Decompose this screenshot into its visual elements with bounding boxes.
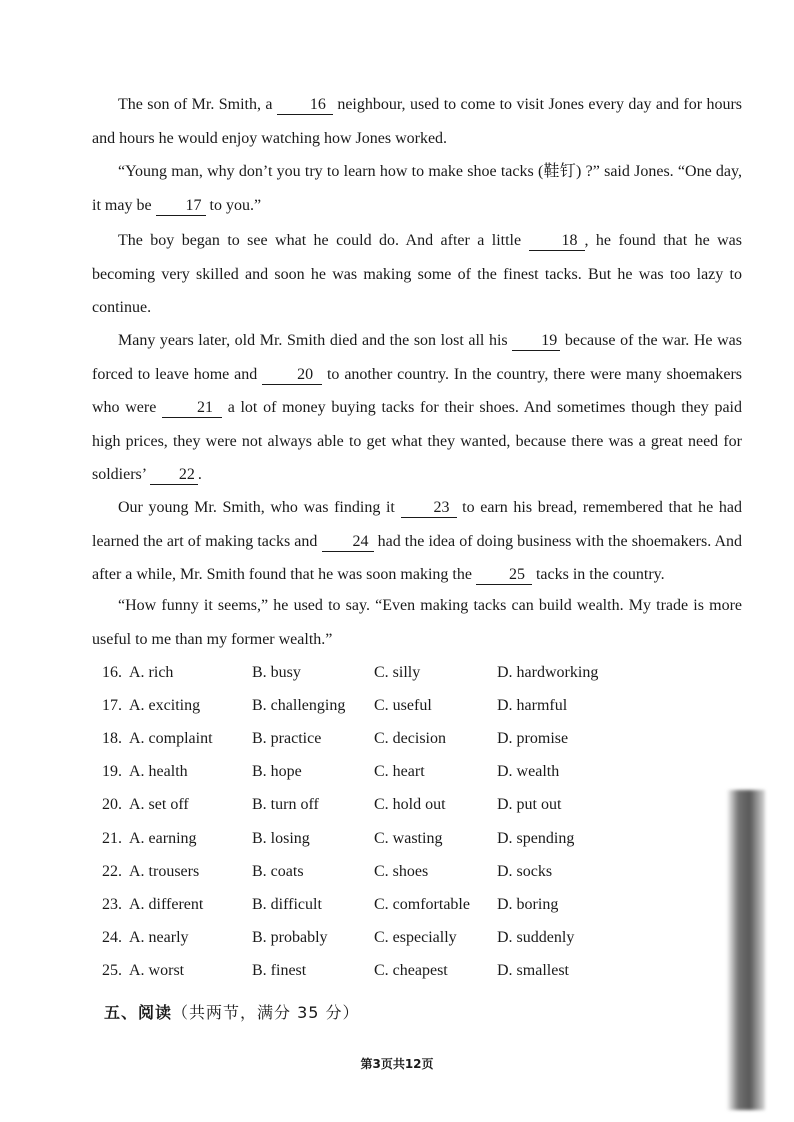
option-a: A. complaint <box>129 729 213 747</box>
question-number: 22. <box>102 862 122 880</box>
section-title: 五、阅读 <box>104 1003 173 1022</box>
option-d: D. harmful <box>497 696 568 714</box>
question-number: 18. <box>102 729 122 747</box>
question-number: 25. <box>102 962 122 980</box>
option-row-18 <box>102 722 662 755</box>
question-number: 16. <box>102 663 122 681</box>
option-b: B. losing <box>252 829 310 847</box>
blank-18: 18 <box>529 232 585 251</box>
passage-paragraph-6: “How funny it seems,” he used to say. “Even making tacks can build wealth. My trade is more useful to me than my former wealth.” <box>92 597 742 648</box>
option-d: D. suddenly <box>497 929 575 947</box>
blank-25: 25 <box>476 566 532 585</box>
option-row-16 <box>102 656 662 689</box>
option-b: B. busy <box>252 663 301 681</box>
option-a: A. worst <box>129 962 185 980</box>
blank-23: 23 <box>401 499 457 518</box>
section-heading <box>104 1000 360 1023</box>
option-c: C. shoes <box>374 862 429 880</box>
scan-shadow <box>727 790 765 1110</box>
option-b: B. practice <box>252 729 322 747</box>
option-d: D. socks <box>497 862 553 880</box>
blank-24: 24 <box>322 533 374 552</box>
option-row-25 <box>102 955 662 988</box>
section-note: （共两节，满分 35 分） <box>172 1003 360 1022</box>
option-a: A. earning <box>129 829 197 847</box>
option-b: B. difficult <box>252 895 322 913</box>
blank-16: 16 <box>277 96 333 115</box>
option-row-24 <box>102 922 662 955</box>
option-a: A. rich <box>129 663 174 681</box>
option-row-20 <box>102 789 662 822</box>
question-number: 20. <box>102 796 122 814</box>
option-b: B. probably <box>252 929 328 947</box>
blank-19: 19 <box>512 332 560 351</box>
question-number: 17. <box>102 696 122 714</box>
question-number: 24. <box>102 929 122 947</box>
option-b: B. finest <box>252 962 307 980</box>
option-b: B. turn off <box>252 796 319 814</box>
passage-paragraph-4: Many years later, old Mr. Smith died and the son lost all his 19 because of the war. He was forced to leave home and 20 to another country. In the country, there were many shoemakers who were 21 a lot of money buying tacks for their shoes. And sometimes though they paid high prices, they were not always able to get what they wanted, because there was a great need for soldiers’ 22 . <box>92 332 743 483</box>
option-row-23 <box>102 888 662 921</box>
blank-22: 22 <box>150 466 198 485</box>
question-number: 21. <box>102 829 122 847</box>
option-a: A. trousers <box>129 862 200 880</box>
option-c: C. comfortable <box>374 895 470 913</box>
question-number: 19. <box>102 763 122 781</box>
passage-paragraph-3: The boy began to see what he could do. And after a little 18 , he found that he was becoming very skilled and soon he was making some of the finest tacks. But he was too lazy to continue. <box>92 232 743 316</box>
option-c: C. decision <box>374 729 446 747</box>
passage-paragraph-2: “Young man, why don’t you try to learn how to make shoe tacks (鞋钉) ?” said Jones. “One day, it may be 17 to you.” <box>92 163 742 214</box>
option-b: B. coats <box>252 862 304 880</box>
option-row-17 <box>102 689 662 722</box>
option-d: D. spending <box>497 829 575 847</box>
option-d: D. put out <box>497 796 562 814</box>
option-c: C. hold out <box>374 796 446 814</box>
option-d: D. smallest <box>497 962 569 980</box>
option-c: C. useful <box>374 696 432 714</box>
blank-20: 20 <box>262 366 322 385</box>
option-b: B. hope <box>252 763 302 781</box>
option-c: C. heart <box>374 763 425 781</box>
blank-21: 21 <box>162 399 222 418</box>
option-b: B. challenging <box>252 696 346 714</box>
option-d: D. hardworking <box>497 663 599 681</box>
passage-paragraph-1: The son of Mr. Smith, a 16 neighbour, used to come to visit Jones every day and for hours and hours he would enjoy watching how Jones worked. <box>92 96 742 147</box>
option-a: A. health <box>129 763 188 781</box>
question-number: 23. <box>102 895 122 913</box>
option-c: C. silly <box>374 663 421 681</box>
option-a: A. exciting <box>129 696 201 714</box>
option-a: A. different <box>129 895 204 913</box>
option-d: D. boring <box>497 895 559 913</box>
option-c: C. especially <box>374 929 457 947</box>
option-row-21 <box>102 822 662 855</box>
option-d: D. promise <box>497 729 569 747</box>
options-list <box>102 656 662 988</box>
page-footer: 第3页共12页 <box>360 1057 434 1071</box>
option-d: D. wealth <box>497 763 560 781</box>
option-row-19 <box>102 756 662 789</box>
option-a: A. nearly <box>129 929 189 947</box>
option-c: C. cheapest <box>374 962 448 980</box>
option-c: C. wasting <box>374 829 443 847</box>
option-a: A. set off <box>129 796 189 814</box>
option-row-22 <box>102 855 662 888</box>
blank-17: 17 <box>156 197 206 216</box>
passage-paragraph-5: Our young Mr. Smith, who was finding it 23 to earn his bread, remembered that he had learned the art of making tacks and 24 had the idea of doing business with the shoemakers. And after a while, Mr. Smith found that he was soon making the 25 tacks in the country. <box>92 499 742 583</box>
